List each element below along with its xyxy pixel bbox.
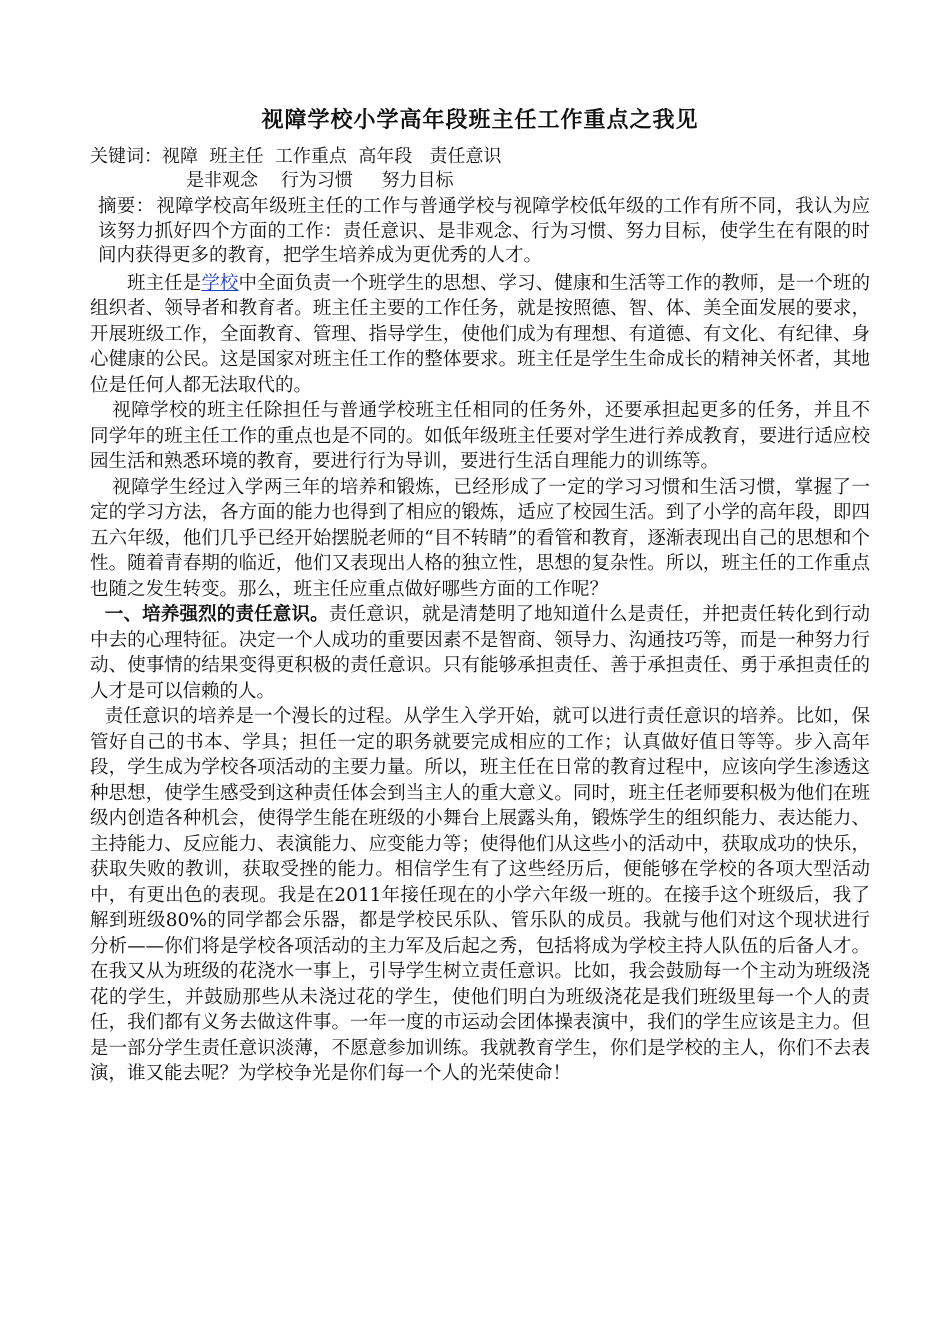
paragraph-5: 责任意识的培养是一个漫长的过程。从学生入学开始，就可以进行责任意识的培养。比如，保管好自己的书本、学具；担任一定的职务就要完成相应的工作；认真做好值日等等。步入高年段，学生成为学校各项活动的主要力量。所以，班主任在日常的教育过程中，应该向学生渗透这种思想，使学生感受到这种责任体会到当主人的重大意义。同时，班主任老师要积极为他们在班级内创造各种机会，使得学生能在班级的小舞台上展露头角，锻炼学生的组织能力、表达能力、主持能力、反应能力、表演能力、应变能力等；使得他们从这些小的活动中，获取成功的快乐，获取失败的教训，获取受挫的能力。相信学生有了这些经历后，便能够在学校的各项大型活动中，有更出色的表现。我是在2011年接任现在的小学六年级一班的。在接手这个班级后，我了解到班级80%的同学都会乐器，都是学校民乐队、管乐队的成员。我就与他们对这个现状进行分析——你们将是学校各项活动的主力军及后起之秀，包括将成为学校主持人队伍的后备人才。在我又从为班级的花浇水一事上，引导学生树立责任意识。比如，我会鼓励每一个主动为班级浇花的学生，并鼓励那些从未浇过花的学生，使他们明白为班级浇花是我们班级里每一个人的责任，我们都有义务去做这件事。一年一度的市运动会团体操表演中，我们的学生应该是主力。但是一部分学生责任意识淡薄，不愿意参加训练。我就教育学生，你们是学校的主人，你们不去表演，谁又能去呢？为学校争光是你们每一个人的光荣使命！ <box>90 706 870 1084</box>
keywords-line-2: 是非观念 行为习惯 努力目标 <box>186 170 454 191</box>
keywords-line-1 <box>90 145 870 169</box>
document-page <box>90 105 870 1087</box>
abstract-text: 视障学校高年级班主任的工作与普通学校与视障学校低年级的工作有所不同，我认为应该努力抓好四个方面的工作：责任意识、是非观念、行为习惯、努力目标，使学生在有限的时间内获得更多的教育，把学生培养成为更优秀的人才。 <box>98 196 870 266</box>
paragraph-1-start: 班主任是 <box>127 272 202 294</box>
abstract-label: 摘要： <box>98 196 155 217</box>
paragraph-2: 视障学校的班主任除担任与普通学校班主任相同的任务外，还要承担起更多的任务，并且不同学年的班主任工作的重点也是不同的。如低年级班主任要对学生进行养成教育，要进行适应校园生活和熟悉环境的教育，要进行行为导训，要进行生活自理能力的训练等。 <box>90 400 870 472</box>
paragraph-1 <box>90 271 870 399</box>
paragraph-4 <box>90 602 870 704</box>
paragraph-1-rest: 中全面负责一个班学生的思想、学习、健康和生活等工作的教师，是一个班的组织者、领导者和教育者。班主任主要的工作任务，就是按照德、智、体、美全面发展的要求，开展班级工作，全面教育、管理、指导学生，使他们成为有理想、有道德、有文化、有纪律、身心健康的公民。这是国家对班主任工作的整体要求。班主任是学生生命成长的精神关怀者，其地位是任何人都无法取代的。 <box>90 272 870 396</box>
document-title: 视障学校小学高年段班主任工作重点之我见 <box>261 107 699 133</box>
paragraph-3: 视障学生经过入学两三年的培养和锻炼，已经形成了一定的学习习惯和生活习惯，掌握了一定的学习方法，各方面的能力也得到了相应的锻炼，适应了校园生活。到了小学的高年段，即四五六年级，他们几乎已经开始摆脱老师的“目不转睛”的看管和教育，逐渐表现出自己的思想和个性。随着青春期的临近，他们又表现出人格的独立性，思想的复杂性。所以，班主任的工作重点也随之发生转变。那么，班主任应重点做好哪些方面的工作呢？ <box>90 476 870 600</box>
paragraph-4-text: 责任意识，就是清楚明了地知道什么是责任，并把责任转化到行动中去的心理特征。决定一个人成功的重要因素不是智商、领导力、沟通技巧等，而是一种努力行动、使事情的结果变得更积极的责任意识。只有能够承担责任、善于承担责任、勇于承担责任的人才是可以信赖的人。 <box>90 604 870 702</box>
abstract <box>90 195 870 269</box>
section-heading-1: 一、培养强烈的责任意识。 <box>104 604 329 625</box>
keywords-values: 视障 班主任 工作重点 高年段 责任意识 <box>162 146 502 167</box>
keywords-label: 关键词： <box>90 146 162 167</box>
school-link[interactable]: 学校 <box>201 272 239 294</box>
